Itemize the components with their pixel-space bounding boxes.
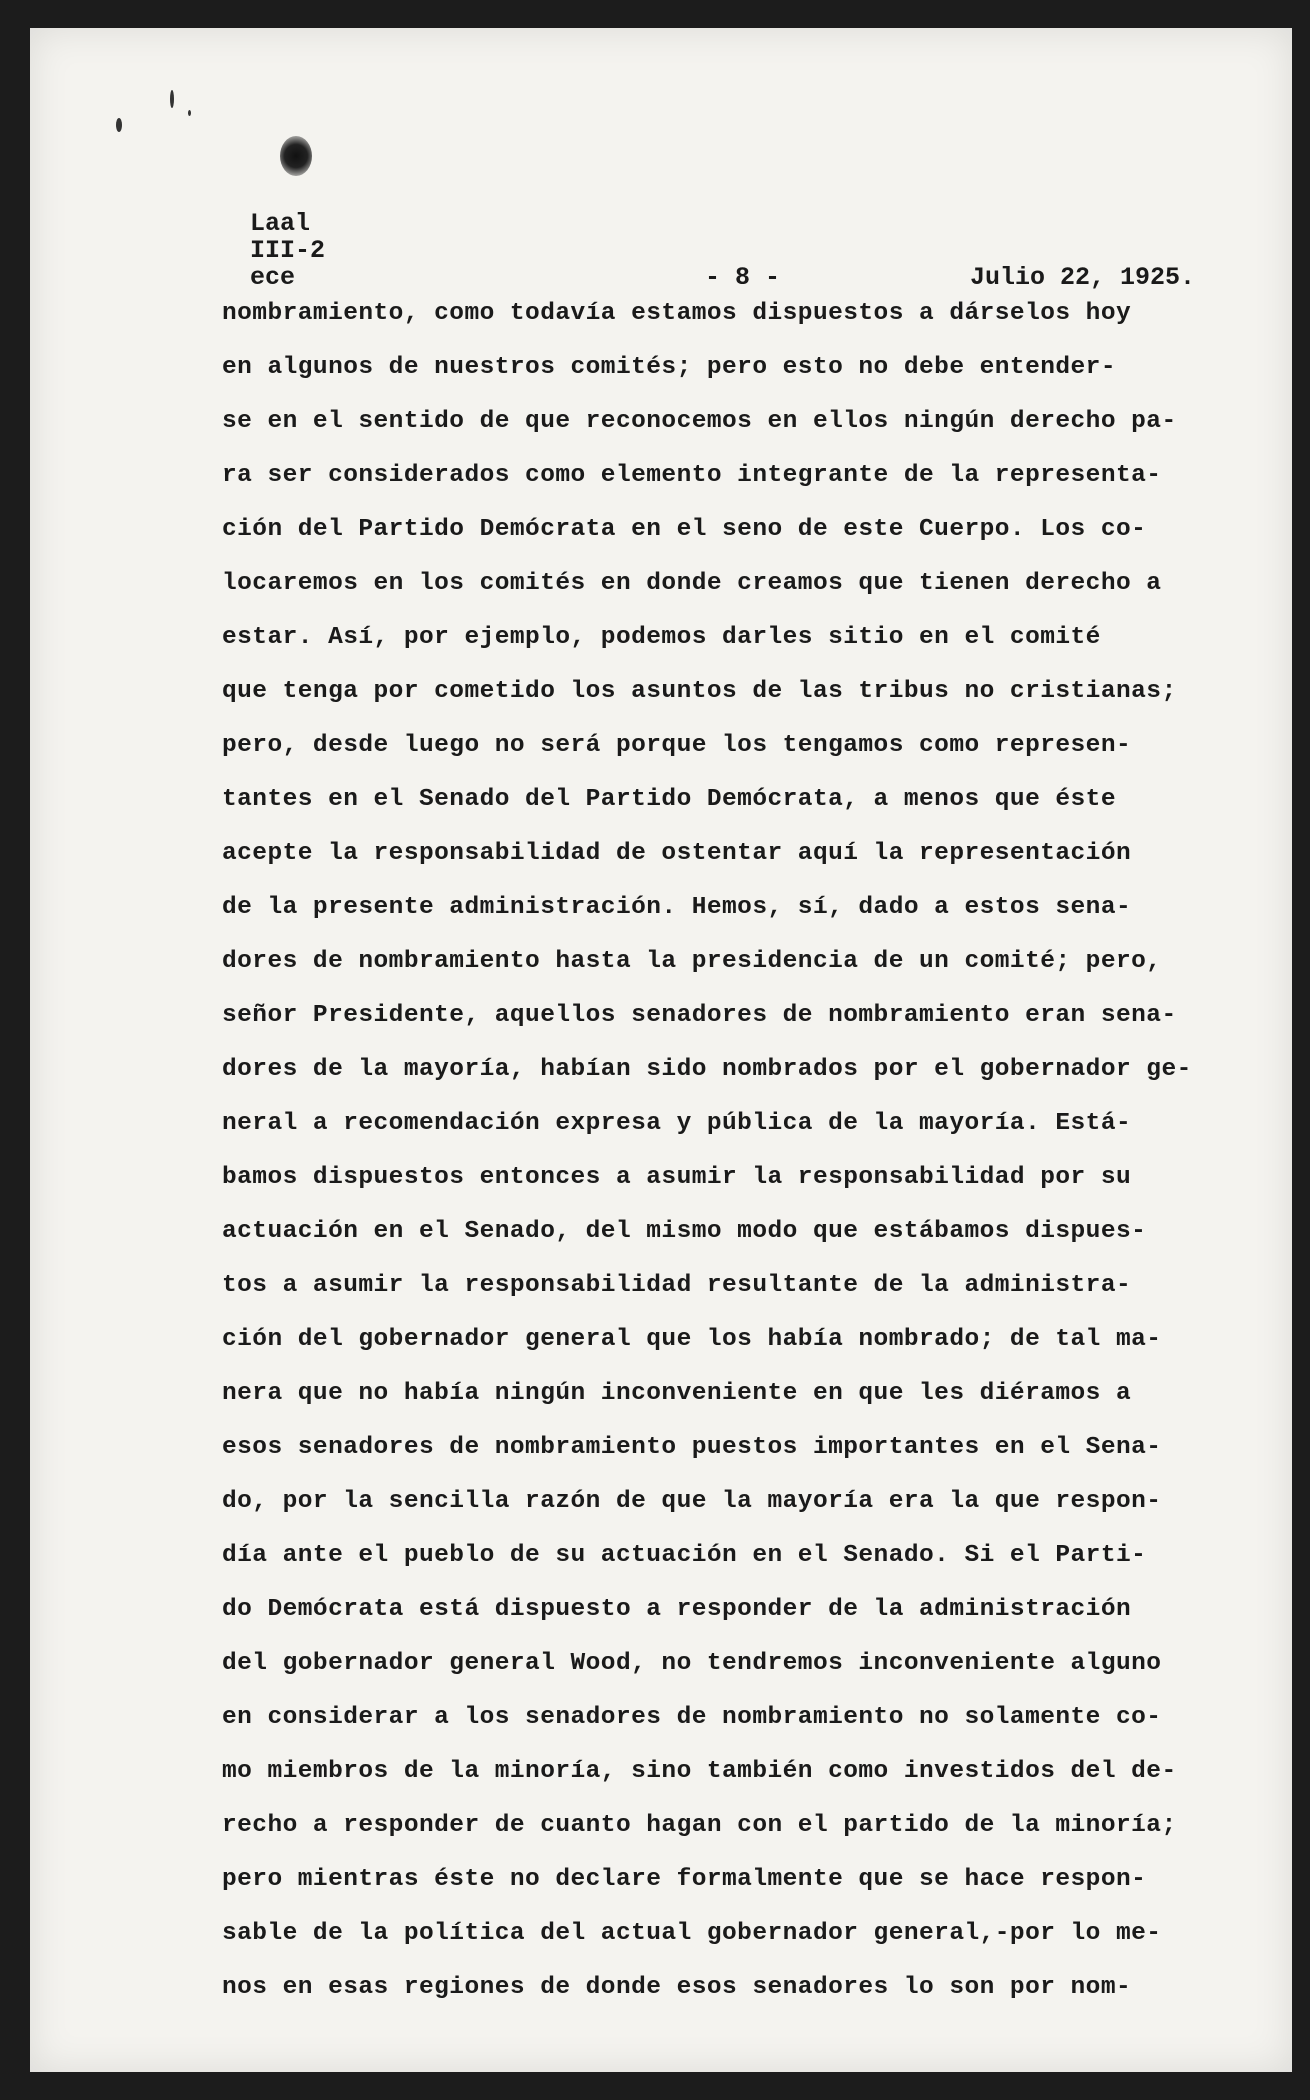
text-line: en algunos de nuestros comités; pero esto no debe entender- xyxy=(222,354,1116,381)
text-line: tos a asumir la responsabilidad resultante de la administra- xyxy=(222,1272,1132,1299)
ink-speck xyxy=(116,118,122,132)
text-line: esos senadores de nombramiento puestos importantes en el Sena- xyxy=(222,1434,1162,1461)
text-line: que tenga por cometido los asuntos de las tribus no cristianas; xyxy=(222,678,1177,705)
body-text xyxy=(222,287,1202,2015)
text-line: ra ser considerados como elemento integrante de la representa- xyxy=(222,462,1162,489)
text-line: día ante el pueblo de su actuación en el Senado. Si el Parti- xyxy=(222,1542,1147,1569)
reference-code-line-3: ece xyxy=(250,263,296,292)
punch-hole-mark xyxy=(280,136,312,176)
text-line: pero, desde luego no será porque los tengamos como represen- xyxy=(222,732,1132,759)
text-line: do, por la sencilla razón de que la mayoría era la que respon- xyxy=(222,1488,1162,1515)
text-line: se en el sentido de que reconocemos en ellos ningún derecho pa- xyxy=(222,408,1177,435)
text-line: actuación en el Senado, del mismo modo que estábamos dispues- xyxy=(222,1218,1147,1245)
text-line: nera que no había ningún inconveniente en que les diéramos a xyxy=(222,1380,1132,1407)
document-date: Julio 22, 1925. xyxy=(970,263,1196,292)
text-line: pero mientras éste no declare formalmente que se hace respon- xyxy=(222,1866,1147,1893)
ink-speck xyxy=(188,110,191,116)
text-line: tantes en el Senado del Partido Demócrata, a menos que éste xyxy=(222,786,1116,813)
text-line: dores de nombramiento hasta la presidencia de un comité; pero, xyxy=(222,948,1162,975)
reference-code-line-2: III-2 xyxy=(250,236,326,265)
text-line: nombramiento, como todavía estamos dispuestos a dárselos hoy xyxy=(222,300,1132,327)
text-line: nos en esas regiones de donde esos senadores lo son por nom- xyxy=(222,1974,1132,2001)
page-number: - 8 - xyxy=(705,263,781,292)
text-line: en considerar a los senadores de nombramiento no solamente co- xyxy=(222,1704,1162,1731)
text-line: do Demócrata está dispuesto a responder de la administración xyxy=(222,1596,1132,1623)
text-line: neral a recomendación expresa y pública de la mayoría. Está- xyxy=(222,1110,1132,1137)
text-line: ción del Partido Demócrata en el seno de este Cuerpo. Los co- xyxy=(222,516,1147,543)
text-line: ción del gobernador general que los había nombrado; de tal ma- xyxy=(222,1326,1162,1353)
text-line: dores de la mayoría, habían sido nombrados por el gobernador ge- xyxy=(222,1056,1192,1083)
text-line: estar. Así, por ejemplo, podemos darles sitio en el comité xyxy=(222,624,1101,651)
text-line: mo miembros de la minoría, sino también como investidos del de- xyxy=(222,1758,1177,1785)
text-line: bamos dispuestos entonces a asumir la responsabilidad por su xyxy=(222,1164,1132,1191)
document-header xyxy=(250,210,1210,291)
text-line: locaremos en los comités en donde creamos que tienen derecho a xyxy=(222,570,1162,597)
text-line: del gobernador general Wood, no tendremos inconveniente alguno xyxy=(222,1650,1162,1677)
text-line: acepte la responsabilidad de ostentar aquí la representación xyxy=(222,840,1132,867)
text-line: señor Presidente, aquellos senadores de nombramiento eran sena- xyxy=(222,1002,1177,1029)
text-line: sable de la política del actual gobernador general,-por lo me- xyxy=(222,1920,1162,1947)
text-line: de la presente administración. Hemos, sí, dado a estos sena- xyxy=(222,894,1132,921)
ink-speck xyxy=(170,90,174,108)
reference-code-line-1: Laal xyxy=(250,209,311,238)
text-line: recho a responder de cuanto hagan con el partido de la minoría; xyxy=(222,1812,1177,1839)
